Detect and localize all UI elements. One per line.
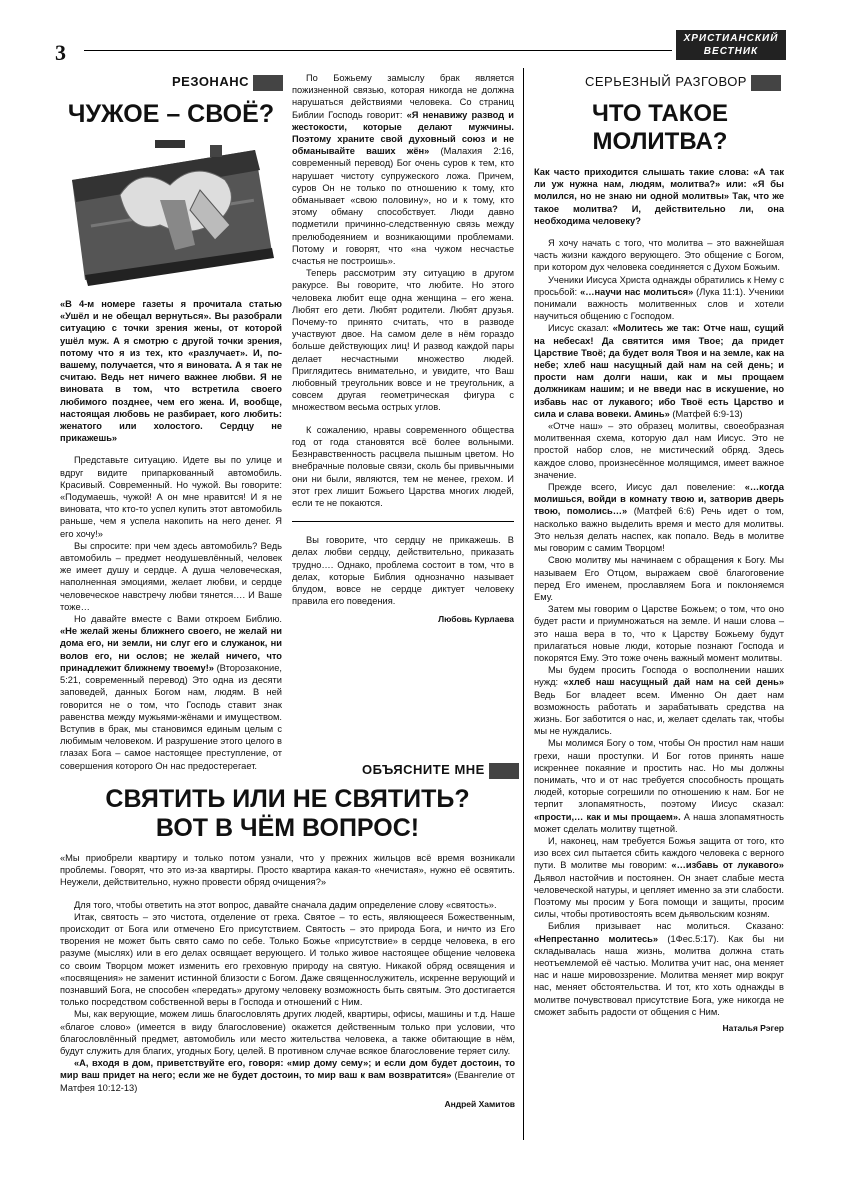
- rubric-label: ОБЪЯСНИТЕ МНЕ: [362, 762, 485, 777]
- article2-title-line-2: МОЛИТВА?: [592, 127, 728, 155]
- article1-column-2: [292, 72, 514, 626]
- article2-column: [534, 166, 784, 1034]
- article3-paragraph: Итак, святость – это чистота, отделение от греха. Святое – то есть, являющееся Божественным, происходит от Бога или отмечено Его присутствием. Святость – это природа Бога, и ничто из Его творения не может быть свято само по себе. Только Божье «присутствие» в сердце человека, в его разуме (мыслях) или в его делах освящает верующего. И только живое настоящее общение человека со своим Творцом может изменить его греховную природу на святую. Никакой обряд освящения и «посвящения» не заменит истинной близости с Богом. Даже священнослужитель, искренне верующий и познавший Бога, не способен «передать» другому человеку возможность быть святым. Это достигается только посредством собственной веры в Господа и отношений с Ним.: [60, 911, 515, 1008]
- article3-paragraph: Для того, чтобы ответить на этот вопрос, давайте сначала дадим определение слову «святость».: [74, 899, 497, 910]
- article2-paragraph: «Отче наш» – это образец молитвы, своеобразная молитвенная схема, которую дал нам Иисус. Это не простой набор слов, не мистический обряд. Здесь каждое слово, произнесённое молящимся, имеет важное значение.: [534, 421, 784, 480]
- logo-line-1: ХРИСТИАНСКИЙ: [683, 33, 779, 44]
- article1-lead: «В 4-м номере газеты я прочитала статью «Ушёл и не обещал вернуться». Вы разобрали ситуацию с точки зрения жены, от которой ушёл муж. А я смотрю с другой точки зрения, потому что я из тех, кто «разлучает». И, по-вашему, получается, что я виновата. А я так не считаю. Ведь нет ничего важнее любви. Я не виновата в том, что встретила своего любимого позднее, чем его жена. И, вообще, настоящая любовь не разбирает, кого любить: женатого или холостого. Сердцу не прикажешь»: [60, 299, 282, 444]
- article1-paragraph: Но давайте вместе с Вами откроем Библию. «Не желай жены ближнего своего, не желай ни дома его, ни земли, ни слуг его и служанок, ни волов его, ни ослов; не желай ничего, что принадлежит ближнему твоему!» (Второзаконие, 5:21, современный перевод) Это одна из десяти заповедей, данных Богом нам, людям. В ней говорится не о том, что Господь ставит знак равенства между мужьями-жёнами и имуществом. Вступив в брак, мы становимся единым целым с любимым человеком. И разрушение этого целого в глазах Бога – самое настоящее преступление, от совершения которого Он нас предостерегает.: [60, 614, 282, 771]
- rubric-serious-talk: [585, 74, 781, 91]
- article2-lead: Как часто приходится слышать такие слова: «А так ли уж нужна нам, людям, молитва?» или: «Я бы молился, но не знаю ни одной молитвы» Так, что же такое молитва? И, действительно ли, она необходима человеку?: [534, 167, 784, 226]
- rubric-box: [751, 75, 781, 91]
- article3-author: Андрей Хамитов: [444, 1098, 515, 1109]
- rubric-resonance: [172, 74, 283, 91]
- article3-lead: «Мы приобрели квартиру и только потом узнали, что у прежних жильцов всё время возникали проблемы. Говорят, что это из-за квартиры. Просто квартира какая-то «нечистая», нужно её освятить. Неужели, действительно, нужно провести обряд очищения?»: [60, 853, 515, 888]
- article2-title-line-1: ЧТО ТАКОЕ: [591, 100, 729, 127]
- article2-paragraph: И, наконец, нам требуется Божья защита от того, кто изо всех сил пытается сбить каждого человека с верного пути. В молитве мы говорим: «…избавь от лукавого» Дьявол настойчив и постоянен. Он знает слабые места человеческой натуры, и цепляет именно за эти слабости. Поэтому мы просим у Бога помощи и защиты, просим силы, чтобы противостоять всем дьявольским козням.: [534, 835, 784, 920]
- article1-column-1: [60, 298, 282, 772]
- suitcase-illustration: [60, 140, 280, 290]
- rubric-label: СЕРЬЕЗНЫЙ РАЗГОВОР: [585, 74, 747, 89]
- article2-paragraph: Иисус сказал: «Молитесь же так: Отче наш, сущий на небесах! Да святится имя Твое; да придет Царствие Твоё; да будет воля Твоя и на земле, как на небе; хлеб наш насущный дай нам на сей день; и прости нам долги наши, как и мы прощаем должникам нашим; и не введи нас в искушение, но избавь нас от лукавого; ибо Твоё есть Царство и сила и слава вовеки. Аминь» (Матфей 6:9-13): [534, 323, 784, 419]
- article1-paragraph: По Божьему замыслу брак является пожизненной связью, которая никогда не должна нарушаться действиями человека. Со страниц Библии Господь говорит: «Я ненавижу развод и жестокости, которые делают мужчины. Поэтому храните свой духовный союз и не обманывайте ваших жён» (Малахия 2:16, современный перевод) Бог очень суров к тем, кто нарушает чистоту супружеского ложа. Причем, суров Он не только по отношению к тому, кто обманывает «свою половину», но и к тому, кто этому обману способствует. Люди давно подметили причинно-следственную связь между прелюбодеянием и возникающими проблемами. Потому и говорят, что «на чужом несчастье счастья не построишь».: [292, 73, 515, 267]
- newspaper-logo: [676, 30, 786, 60]
- rubric-box: [489, 763, 519, 779]
- article1-author: Любовь Курлаева: [438, 614, 514, 625]
- rubric-explain-me: [362, 762, 519, 779]
- header-rule: [84, 50, 672, 51]
- article3-title: [60, 785, 515, 843]
- article3-column: [60, 852, 515, 1110]
- article2-paragraph: Ученики Иисуса Христа однажды обратились к Нему с просьбой: «…научи нас молиться» (Лука 11:1). Ученики понимали важность молитвенных слов и хотели научиться общению с Господом.: [534, 274, 784, 322]
- article1-paragraph: Вы говорите, что сердцу не прикажешь. В делах любви сердцу, действительно, приказать трудно…. Однако, проблема состоит в том, что в делах, которые Библия однозначно называет блудом, вовсе не сердце диктует человеку правила его поведения.: [292, 535, 514, 607]
- article3-title-line-2: ВОТ В ЧЁМ ВОПРОС!: [155, 813, 420, 842]
- article1-separator: [292, 521, 514, 522]
- logo-line-2: ВЕСТНИК: [703, 46, 759, 57]
- article3-paragraph: «А, входя в дом, приветствуйте его, говоря: «мир дому сему»; и если дом будет достоин, то мир ваш придет на него; если же не будет достоин, то мир ваш к вам возвратится» (Евангелие от Матфея 10:12-13): [60, 1058, 515, 1093]
- article1-title: ЧУЖОЕ – СВОЁ?: [67, 100, 275, 128]
- article1-paragraph: Теперь рассмотрим эту ситуацию в другом ракурсе. Вы говорите, что любите. Но этого человека любит еще одна женщина – его жена. Любят его дети. Любят родители. Любят друзья. Почему-то принято считать, что в разводе участвуют двое. На самом деле в нём гораздо больше действующих лиц! И развод каждой пары делает несчастными множество людей. Приглядитесь внимательно, и увидите, что Ваш любовный треугольник вовсе и не треугольник, а совсем другая геометрическая фигура с множеством весьма острых углов.: [292, 268, 514, 413]
- article2-paragraph: Мы молимся Богу о том, чтобы Он простил нам наши грехи, наши проступки. И Бог готов принять наше искреннее покаяние и простить нас. Но мы должны понимать, что и от нас требуется способность прощать людей, которые согрешили по отношению к нам. Бог не терпит злопамятность, поэтому Иисус сказал: «прости,… как и мы прощаем». А наша злопамятность может сделать молитву тщетной.: [534, 738, 785, 834]
- article2-paragraph: Прежде всего, Иисус дал повеление: «…когда молишься, войди в комнату твою и, затворив дверь твою, помолись…» (Матфей 6:6) Речь идет о том, насколько важно выделить время и место для молитвы. Это нельзя делать наспех, как попало. Ведь в молитве мы говорим с самим Творцом!: [534, 482, 784, 554]
- article2-title: [536, 100, 784, 155]
- article1-paragraph: К сожалению, нравы современного общества год от года становятся всё более вольными. Безнравственность расцвела пышным цветом. Но внебрачные половые связи, сколь бы привычными они ни были, являются, тем не менее, грехом. И этот грех лишит Божьего Царства многих людей, если те не покаются.: [292, 424, 514, 508]
- article3-title-line-1: СВЯТИТЬ ИЛИ НЕ СВЯТИТЬ?: [105, 785, 470, 813]
- article2-author: Наталья Рэгер: [722, 1023, 784, 1034]
- article2-paragraph: Мы будем просить Господа о восполнении наших нужд: «хлеб наш насущный дай нам на сей день» Ведь Бог владеет всем. Именно Он дает нам возможность работать и зарабатывать средства на жизнь. Бог заботится о нас, и, желает сделать так, чтобы мы не нуждались.: [534, 665, 784, 737]
- page-number: 3: [55, 40, 66, 65]
- article2-paragraph: Свою молитву мы начинаем с обращения к Богу. Мы называем Его Отцом, выражаем своё благоговение перед Его именем, прославляем Бога и поклоняемся Ему.: [534, 555, 784, 602]
- article2-paragraph: Я хочу начать с того, что молитва – это важнейшая часть жизни каждого верующего. Это общение с Богом, при котором дух человека соединяется с Духом Божьим.: [534, 238, 784, 273]
- article1-paragraph: Вы спросите: при чем здесь автомобиль? Ведь автомобиль – предмет неодушевлённый, человек же имеет душу и сердце. А душа человеческая, наполненная эмоциями, желает любви, и сердце человеческое навстречу любви тянется…. И Ваше тоже…: [60, 540, 282, 612]
- rubric-box: [253, 75, 283, 91]
- article1-paragraph: Представьте ситуацию. Идете вы по улице и вдруг видите припаркованный автомобиль. Красивый. Современный. Но чужой. Вы говорите: «Подумаешь, чужой! А он мне нравится! И я не виновата, что кто-то успел купить этот автомобиль раньше, чем я успела накопить на него денег. Я его хочу!»: [60, 455, 282, 539]
- article3-paragraph: Мы, как верующие, можем лишь благословлять других людей, квартиры, офисы, машины и т.д. Наше «благое слово» (имеется в виду благословение) окажется действенным только при условии, что благословлённый предмет, автомобиль или место жительства человека, а также обитающие в нём, будут служить для благих, угодных Богу, целей. В противном случае всякое благословение теряет силу.: [60, 1009, 515, 1057]
- column-divider: [523, 68, 524, 1140]
- article2-paragraph: Затем мы говорим о Царстве Божьем; о том, что оно будет расти и приумножаться на земле. И наши слова – это наша вера в то, что к Царству Божьему будут прилагаться новые люди, которые познают Господа и покорятся Ему. Это тоже очень важный момент молитвы.: [534, 604, 784, 663]
- rubric-label: РЕЗОНАНС: [172, 74, 249, 89]
- article2-paragraph: Библия призывает нас молиться. Сказано: «Непрестанно молитесь» (1Фес.5:17). Как бы ни складывалась наша жизнь, молитва должна стать неотъемлемой её частью. Молитва учит нас, она меняет нас и наше мировоззрение. Молитва меняет мир вокруг нас, меняет обстоятельства. И тот, кто хоть однажды в молитве почувствовал присутствие Бога, уже никогда не сможет забыть радости от общения с Ним.: [534, 921, 784, 1017]
